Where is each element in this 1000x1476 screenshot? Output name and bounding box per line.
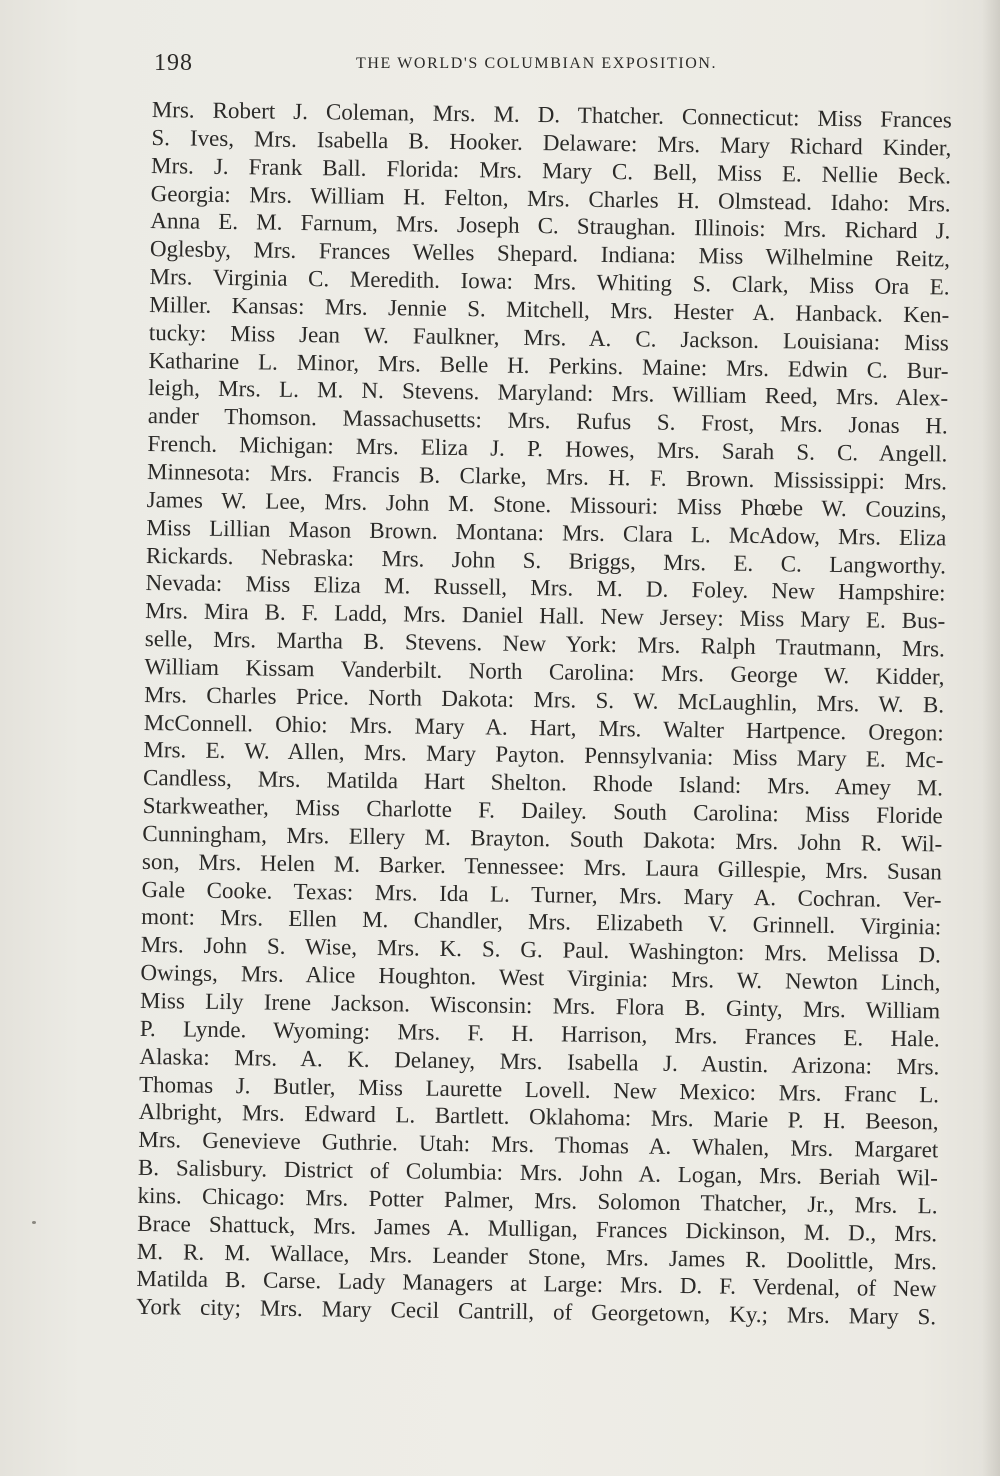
body-line: Georgia: Mrs. William H. Felton, Mrs. Charles H. Olmstead. Idaho: Mrs. [150, 180, 951, 216]
body-line: Thomas J. Butler, Miss Laurette Lovell. New Mexico: Mrs. Franc L. [138, 1071, 940, 1107]
page-number: 198 [154, 50, 193, 76]
body-line: ander Thomson. Massachusetts: Mrs. Rufus S. Frost, Mrs. Jonas H. [147, 403, 948, 439]
body-line: Nevada: Miss Eliza M. Russell, Mrs. M. D. Foley. New Hampshire: [145, 570, 946, 606]
body-text [136, 96, 952, 1331]
body-line: M. R. M. Wallace, Mrs. Leander Stone, Mrs. James R. Doolittle, Mrs. [136, 1238, 937, 1274]
body-line: William Kissam Vanderbilt. North Carolina: Mrs. George W. Kidder, [144, 653, 945, 690]
body-line: Rickards. Nebraska: Mrs. John S. Briggs, Mrs. E. C. Langworthy. [145, 542, 947, 578]
body-line: Mrs. E. W. Allen, Mrs. Mary Payton. Pennsylvania: Miss Mary E. Mc- [143, 737, 944, 773]
body-line: Oglesby, Mrs. Frances Welles Shepard. Indiana: Miss Wilhelmine Reitz, [149, 236, 951, 272]
body-line: Mrs. Robert J. Coleman, Mrs. M. D. Thatcher. Connecticut: Miss Frances [151, 96, 952, 133]
body-line: leigh, Mrs. L. M. N. Stevens. Maryland: Mrs. William Reed, Mrs. Alex- [148, 375, 949, 411]
body-line: Owings, Mrs. Alice Houghton. West Virginia: Mrs. W. Newton Linch, [140, 960, 941, 996]
body-line: mont: Mrs. Ellen M. Chandler, Mrs. Elizabeth V. Grinnell. Virginia: [141, 904, 942, 940]
body-line: Mrs. Charles Price. North Dakota: Mrs. S. W. McLaughlin, Mrs. W. B. [144, 681, 945, 718]
body-line: selle, Mrs. Martha B. Stevens. New York: Mrs. Ralph Trautmann, Mrs. [144, 625, 945, 662]
running-head: THE WORLD'S COLUMBIAN EXPOSITION. [356, 55, 718, 72]
body-line: McConnell. Ohio: Mrs. Mary A. Hart, Mrs. Walter Hartpence. Oregon: [143, 709, 944, 745]
body-line: Gale Cooke. Texas: Mrs. Ida L. Turner, Mrs. Mary A. Cochran. Ver- [141, 876, 942, 913]
body-line: James W. Lee, Mrs. John M. Stone. Missouri: Miss Phœbe W. Couzins, [146, 486, 947, 523]
paper-speck [32, 1221, 36, 1224]
body-line: P. Lynde. Wyoming: Mrs. F. H. Harrison, Mrs. Frances E. Hale. [139, 1015, 940, 1052]
body-line: Anna E. M. Farnum, Mrs. Joseph C. Straughan. Illinois: Mrs. Richard J. [150, 208, 951, 244]
body-line: Mrs. Mira B. F. Ladd, Mrs. Daniel Hall. New Jersey: Miss Mary E. Bus- [145, 598, 946, 634]
body-line: Miss Lily Irene Jackson. Wisconsin: Mrs. Flora B. Ginty, Mrs. William [139, 987, 941, 1024]
body-line: Katharine L. Minor, Mrs. Belle H. Perkins. Maine: Mrs. Edwin C. Bur- [148, 347, 949, 384]
body-line: Miller. Kansas: Mrs. Jennie S. Mitchell, Mrs. Hester A. Hanback. Ken- [149, 291, 950, 328]
body-line: York city; Mrs. Mary Cecil Cantrill, of Georgetown, Ky.; Mrs. Mary S. [135, 1294, 937, 1330]
body-line: Minnesota: Mrs. Francis B. Clarke, Mrs. H. F. Brown. Mississippi: Mrs. [146, 458, 948, 495]
body-line: Mrs. J. Frank Ball. Florida: Mrs. Mary C. Bell, Miss E. Nellie Beck. [150, 152, 952, 189]
body-line: Candless, Mrs. Matilda Hart Shelton. Rhode Island: Mrs. Amey M. [142, 765, 944, 801]
body-line: Brace Shattuck, Mrs. James A. Mulligan, Frances Dickinson, M. D., Mrs. [137, 1210, 938, 1247]
body-line: Mrs. Virginia C. Meredith. Iowa: Mrs. Whiting S. Clark, Miss Ora E. [149, 264, 950, 300]
body-line: kins. Chicago: Mrs. Potter Palmer, Mrs. Solomon Thatcher, Jr., Mrs. L. [137, 1182, 938, 1219]
body-line: Cunningham, Mrs. Ellery M. Brayton. South Dakota: Mrs. John R. Wil- [142, 820, 943, 857]
body-line: Miss Lillian Mason Brown. Montana: Mrs. Clara L. McAdow, Mrs. Eliza [146, 514, 947, 551]
page-edge-shadow [982, 0, 1000, 1476]
body-line: Albright, Mrs. Edward L. Bartlett. Oklahoma: Mrs. Marie P. H. Beeson, [138, 1099, 939, 1135]
body-line: son, Mrs. Helen M. Barker. Tennessee: Mrs. Laura Gillespie, Mrs. Susan [141, 848, 943, 885]
body-line: Starkweather, Miss Charlotte F. Dailey. South Carolina: Miss Floride [142, 793, 943, 829]
body-line: Mrs. Genevieve Guthrie. Utah: Mrs. Thomas A. Whalen, Mrs. Margaret [138, 1127, 939, 1163]
body-line: Mrs. John S. Wise, Mrs. K. S. G. Paul. Washington: Mrs. Melissa D. [140, 932, 941, 968]
page-header [154, 50, 794, 90]
body-line: Matilda B. Carse. Lady Managers at Large: Mrs. D. F. Verdenal, of New [136, 1266, 937, 1302]
body-line: tucky: Miss Jean W. Faulkner, Mrs. A. C. Jackson. Louisiana: Miss [148, 319, 950, 356]
body-line: B. Salisbury. District of Columbia: Mrs. John A. Logan, Mrs. Beriah Wil- [137, 1154, 939, 1191]
body-line: S. Ives, Mrs. Isabella B. Hooker. Delaware: Mrs. Mary Richard Kinder, [151, 124, 952, 161]
body-line: French. Michigan: Mrs. Eliza J. P. Howes, Mrs. Sarah S. C. Angell. [147, 431, 948, 467]
body-line: Alaska: Mrs. A. K. Delaney, Mrs. Isabella J. Austin. Arizona: Mrs. [139, 1043, 940, 1080]
